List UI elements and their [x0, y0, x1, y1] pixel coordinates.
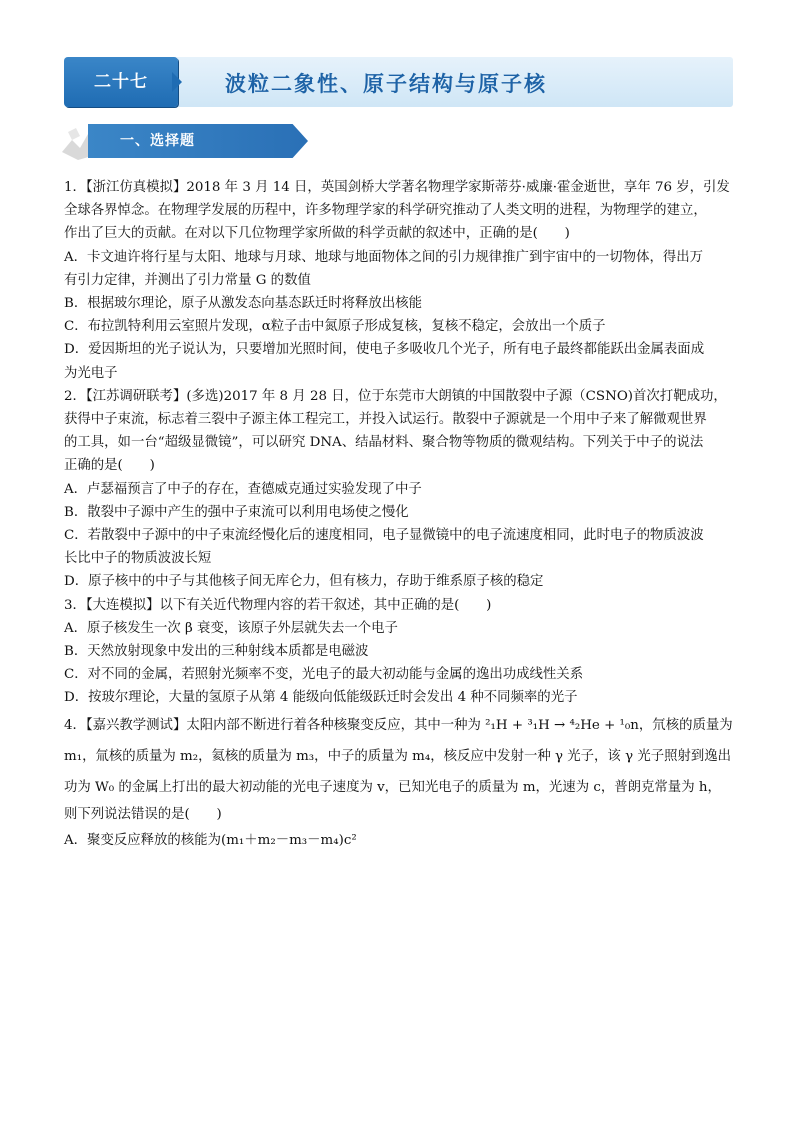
question-line: 作出了巨大的贡献。在对以下几位物理学家所做的科学贡献的叙述中，正确的是( )	[64, 226, 570, 242]
question-line: 1．【浙江仿真模拟】2018 年 3 月 14 日，英国剑桥大学著名物理学家斯蒂芬·威廉·霍金逝世，享年 76 岁，引发	[64, 180, 730, 195]
question-line: m₁，氚核的质量为 m₂，氦核的质量为 m₃，中子的质量为 m₄，核反应中发射一种 γ 光子，该 γ 光子照射到逸出	[64, 748, 732, 764]
option-line: 为光电子	[64, 365, 118, 381]
question-list	[64, 176, 736, 856]
chapter-number: 二十七	[94, 72, 148, 92]
option-line: D．爱因斯坦的光子说认为，只要增加光照时间，使电子多吸收几个光子，所有电子最终都能跃出金属表面成	[64, 342, 705, 358]
chapter-title: 波粒二象性、原子结构与原子核	[225, 72, 547, 96]
option-line: 有引力定律，并测出了引力常量 G 的数值	[64, 272, 311, 288]
question-2	[64, 385, 736, 594]
option-line: B．天然放射现象中发出的三种射线本质都是电磁波	[64, 644, 369, 660]
question-line: 正确的是( )	[64, 458, 155, 474]
option-line: A．卡文迪许将行星与太阳、地球与月球、地球与地面物体之间的引力规律推广到宇宙中的一切物体，得出万	[64, 249, 704, 265]
option-line: C．布拉凯特利用云室照片发现，α粒子击中氮原子形成复核，复核不稳定，会放出一个质子	[64, 319, 606, 335]
question-line: 获得中子束流，标志着三裂中子源主体工程完工，并投入试运行。散裂中子源就是一个用中子来了解微观世界	[64, 412, 707, 428]
option-line: D．原子核中的中子与其他核子间无库仑力，但有核力，存助于维系原子核的稳定	[64, 574, 544, 590]
section-label: 一、选择题	[120, 133, 195, 149]
question-line: 4．【嘉兴教学测试】太阳内部不断进行着各种核聚变反应，其中一种为 ²₁H + ³₁H → ⁴₂He + ¹₀n，氘核的质量为	[64, 717, 733, 733]
option-line: B．根据玻尔理论，原子从激发态向基态跃迁时将释放出核能	[64, 296, 422, 312]
option-line: A．原子核发生一次 β 衰变，该原子外层就失去一个电子	[64, 620, 398, 636]
option-line: D．按玻尔理论，大量的氢原子从第 4 能级向低能级跃迁时会发出 4 种不同频率的光子	[64, 690, 578, 706]
option-line: C．若散裂中子源中的中子束流经慢化后的速度相同，电子显微镜中的电子流速度相同，此时电子的物质波波	[64, 528, 704, 544]
question-line: 全球各界悼念。在物理学发展的历程中，许多物理学家的科学研究推动了人类文明的进程，为物理学的建立，	[64, 203, 707, 219]
question-line: 2．【江苏调研联考】(多选)2017 年 8 月 28 日，位于东莞市大朗镇的中国散裂中子源（CSNO)首次打靶成功，	[64, 388, 727, 404]
option-line: A．卢瑟福预言了中子的存在，查德威克通过实验发现了中子	[64, 481, 422, 497]
question-4	[64, 710, 736, 856]
question-line: 则下列说法错误的是( )	[64, 806, 222, 822]
question-line: 功为 W₀ 的金属上打出的最大初动能的光电子速度为 v，已知光电子的质量为 m，光速为 c，普朗克常量为 h，	[64, 779, 721, 795]
question-line: 3．【大连模拟】以下有关近代物理内容的若干叙述，其中正确的是( )	[64, 597, 492, 613]
option-line: 长比中子的物质波波长短	[64, 551, 212, 567]
option-line: C．对不同的金属，若照射光频率不变，光电子的最大初动能与金属的逸出功成线性关系	[64, 667, 584, 683]
question-3	[64, 594, 736, 710]
question-line: 的工具，如一台“超级显微镜”，可以研究 DNA、结晶材料、聚合物等物质的微观结构。下列关于中子的说法	[64, 435, 704, 451]
question-1	[64, 176, 736, 385]
option-line: A．聚变反应释放的核能为(m₁＋m₂－m₃－m₄)c²	[64, 832, 357, 848]
option-line: B．散裂中子源中产生的强中子束流可以利用电场使之慢化	[64, 504, 409, 520]
